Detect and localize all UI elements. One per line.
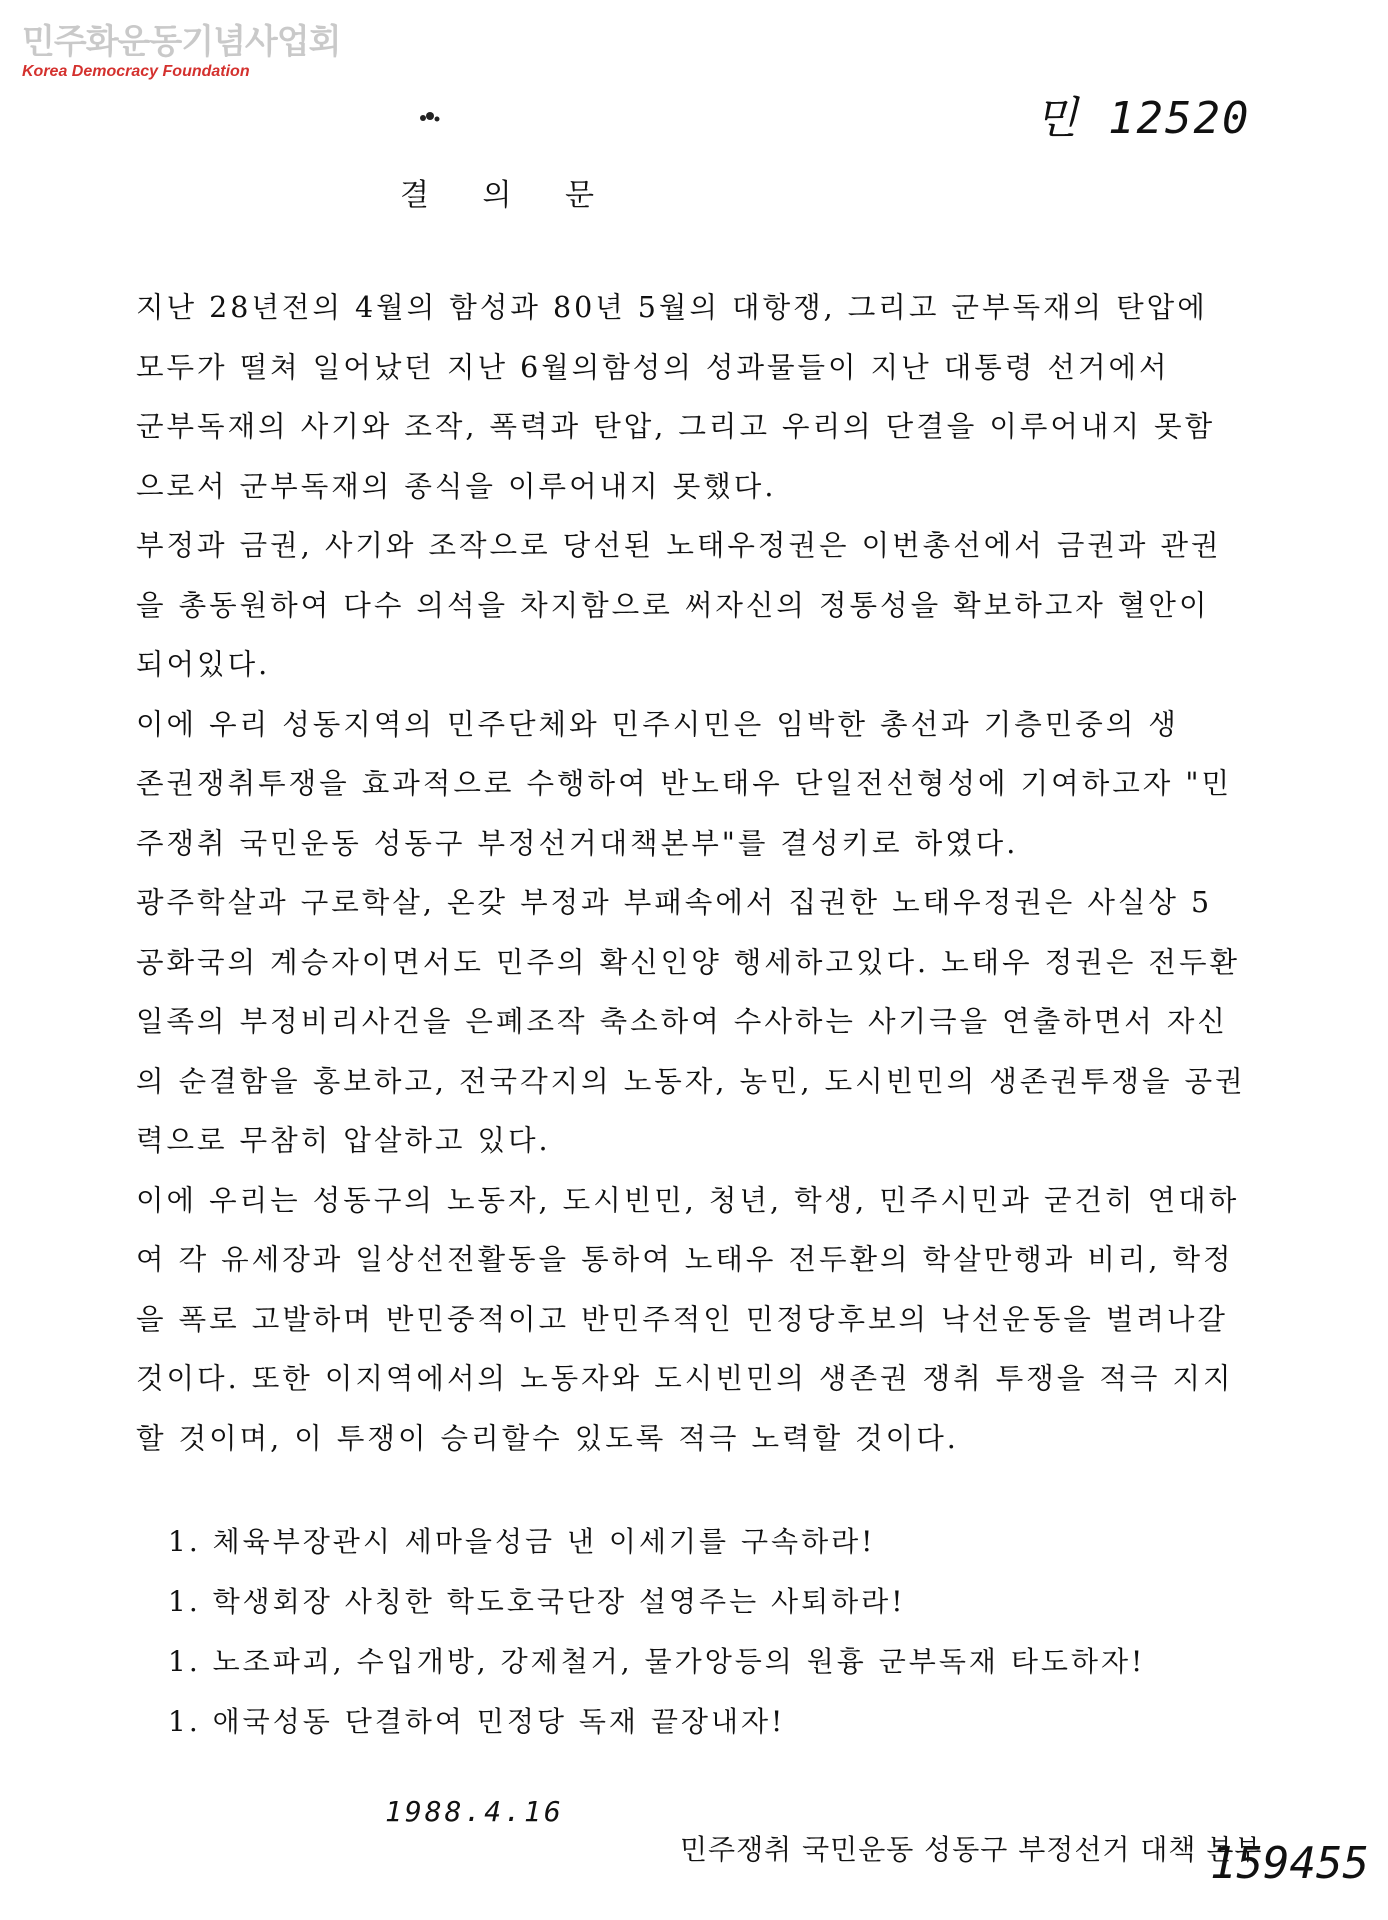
- slogan-item: 1. 학생회장 사칭한 학도호국단장 설영주는 사퇴하라!: [168, 1585, 906, 1618]
- body-line: 을 폭로 고발하며 반민중적이고 반민주적인 민정당후보의 낙선운동을 벌려나갈: [136, 1302, 1228, 1336]
- foundation-watermark: [22, 22, 341, 82]
- body-line: 존권쟁취투쟁을 효과적으로 수행하여 반노태우 단일전선형성에 기여하고자 "민: [136, 767, 1232, 800]
- body-line: 되어있다.: [136, 648, 271, 681]
- resolution-body: [136, 278, 1296, 1468]
- slogan-list: [168, 1512, 1268, 1752]
- ink-smudge: [415, 108, 445, 126]
- body-line: 력으로 무참히 압살하고 있다.: [136, 1124, 551, 1157]
- body-line: 군부독재의 사기와 조작, 폭력과 탄압, 그리고 우리의 단결을 이루어내지 못함: [136, 410, 1216, 443]
- archive-number: 민 12520: [1035, 93, 1251, 144]
- body-line: 광주학살과 구로학살, 온갖 부정과 부패속에서 집권한 노태우정권은 사실상 5: [136, 886, 1213, 919]
- slogan-item: 1. 노조파괴, 수입개방, 강제철거, 물가앙등의 원흉 군부독재 타도하자!: [168, 1645, 1146, 1678]
- body-line: 공화국의 계승자이면서도 민주의 확신인양 행세하고있다. 노태우 정권은 전두환: [136, 945, 1241, 979]
- document-date: 1988.4.16: [385, 1795, 564, 1828]
- watermark-english: Korea Democracy Foundation: [22, 63, 250, 80]
- body-line: 이에 우리 성동지역의 민주단체와 민주시민은 임박한 총선과 기층민중의 생: [136, 707, 1179, 741]
- body-line: 모두가 떨쳐 일어났던 지난 6월의함성의 성과물들이 지난 대통령 선거에서: [136, 350, 1170, 384]
- body-line: 것이다. 또한 이지역에서의 노동자와 도시빈민의 생존권 쟁취 투쟁을 적극 지지: [136, 1362, 1234, 1395]
- body-line: 할 것이며, 이 투쟁이 승리할수 있도록 적극 노력할 것이다.: [136, 1421, 959, 1455]
- slogan-item: 1. 체육부장관시 세마을성금 낸 이세기를 구속하라!: [168, 1525, 876, 1558]
- body-line: 으로서 군부독재의 종식을 이루어내지 못했다.: [136, 469, 777, 503]
- issuing-organization: 민주쟁취 국민운동 성동구 부정선거 대책 본부: [680, 1833, 1263, 1866]
- body-line: 주쟁취 국민운동 성동구 부정선거대책본부"를 결성키로 하였다.: [136, 826, 1019, 860]
- watermark-korean: 민주화운동기념사업회: [22, 22, 341, 62]
- body-line: 지난 28년전의 4월의 함성과 80년 5월의 대항쟁, 그리고 군부독재의 탄압에: [136, 291, 1208, 324]
- body-line: 을 총동원하여 다수 의석을 차지함으로 써자신의 정통성을 확보하고자 혈안이: [136, 588, 1210, 622]
- slogan-item: 1. 애국성동 단결하여 민정당 독재 끝장내자!: [168, 1705, 786, 1738]
- body-line: 여 각 유세장과 일상선전활동을 통하여 노태우 전두환의 학살만행과 비리, 학정: [136, 1243, 1234, 1276]
- body-line: 이에 우리는 성동구의 노동자, 도시빈민, 청년, 학생, 민주시민과 굳건히 연대하: [136, 1183, 1240, 1217]
- document-title: 결 의 문: [400, 178, 617, 213]
- body-line: 의 순결함을 홍보하고, 전국각지의 노동자, 농민, 도시빈민의 생존권투쟁을 공권: [136, 1064, 1246, 1098]
- body-line: 부정과 금권, 사기와 조작으로 당선된 노태우정권은 이번총선에서 금권과 관권: [136, 529, 1222, 562]
- stamp-number: 159455: [1210, 1838, 1369, 1889]
- body-line: 일족의 부정비리사건을 은폐조작 축소하여 수사하는 사기극을 연출하면서 자신: [136, 1005, 1228, 1038]
